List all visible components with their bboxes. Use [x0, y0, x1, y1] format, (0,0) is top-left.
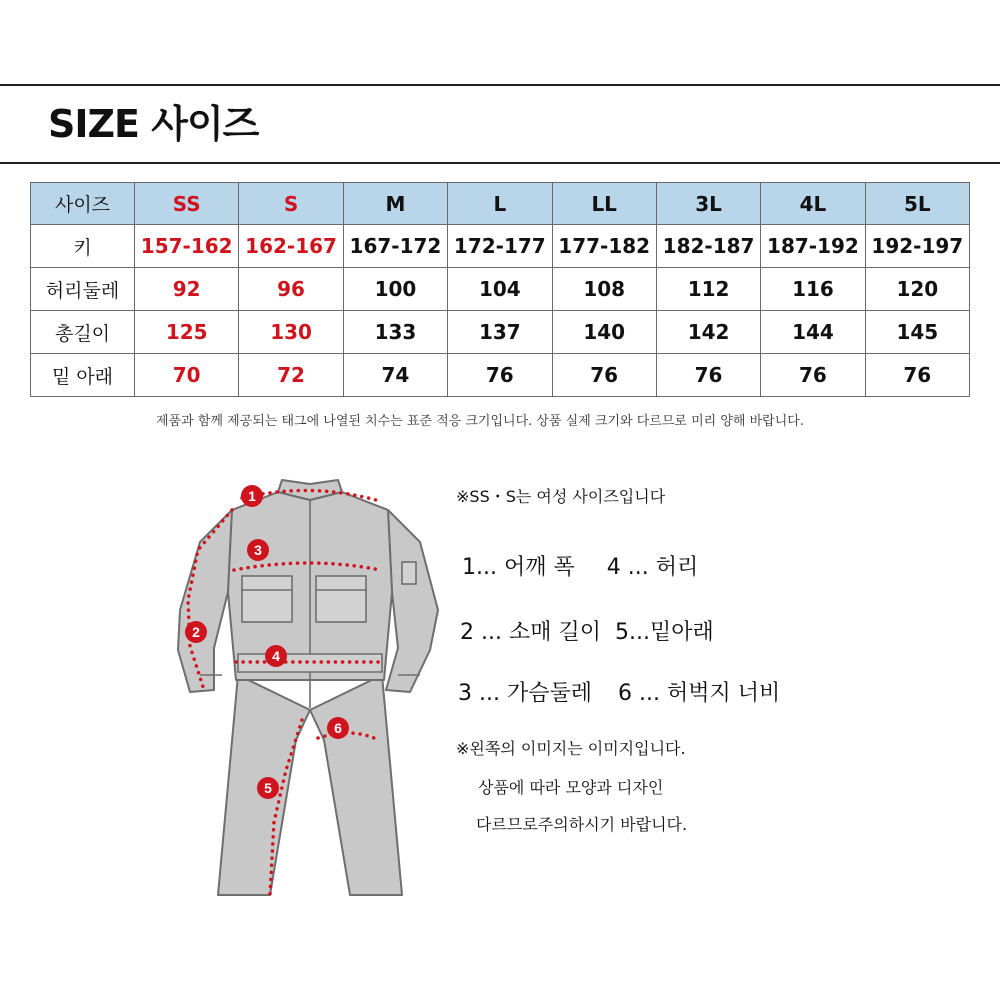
- size-header-s: S: [239, 183, 343, 225]
- table-cell: 76: [865, 354, 969, 397]
- svg-text:6: 6: [334, 720, 342, 736]
- table-cell: 116: [761, 268, 865, 311]
- table-cell: 137: [448, 311, 552, 354]
- image-notice-line-1: ※왼쪽의 이미지는 이미지입니다.: [456, 739, 686, 758]
- table-cell: 133: [343, 311, 447, 354]
- table-cell: 142: [656, 311, 760, 354]
- table-cell: 76: [761, 354, 865, 397]
- right-leg: [310, 675, 402, 895]
- header-label-cell: 사이즈: [31, 183, 135, 225]
- size-header-ll: LL: [552, 183, 656, 225]
- table-cell: 74: [343, 354, 447, 397]
- legend-row-2: [460, 615, 714, 646]
- size-header-l: L: [448, 183, 552, 225]
- marker-3: [247, 539, 269, 561]
- coverall-illustration: [170, 470, 450, 910]
- table-cell: 120: [865, 268, 969, 311]
- table-cell: 172-177: [448, 225, 552, 268]
- legend-waist: 4 ... 허리: [606, 555, 699, 580]
- coverall-garment: [178, 480, 438, 895]
- table-cell: 192-197: [865, 225, 969, 268]
- size-chart-table: [30, 182, 970, 397]
- table-row: [31, 268, 970, 311]
- table-cell: 76: [656, 354, 760, 397]
- table-cell: 72: [239, 354, 343, 397]
- legend-chest: 3 ... 가슴둘레: [458, 681, 592, 706]
- table-header-row: [31, 183, 970, 225]
- table-row: [31, 354, 970, 397]
- table-cell: 157-162: [135, 225, 239, 268]
- size-header-5l: 5L: [865, 183, 969, 225]
- table-cell: 140: [552, 311, 656, 354]
- svg-text:5: 5: [264, 780, 272, 796]
- image-notice-line-3: 다르므로주의하시기 바랍니다.: [476, 815, 688, 834]
- chest-pocket-right: [316, 576, 366, 622]
- chest-pocket-left: [242, 576, 292, 622]
- marker-1: [241, 485, 263, 507]
- legend-row-1: [462, 550, 698, 581]
- size-disclaimer-note: 제품과 함께 제공되는 태그에 나열된 치수는 표준 적응 크기입니다. 상품 실제 크기와 다르므로 미리 양해 바랍니다.: [156, 414, 804, 429]
- svg-text:3: 3: [254, 542, 262, 558]
- table-cell: 108: [552, 268, 656, 311]
- left-sleeve: [178, 510, 232, 692]
- table-cell: 182-187: [656, 225, 760, 268]
- table-row: [31, 225, 970, 268]
- table-cell: 92: [135, 268, 239, 311]
- legend-sleeve: 2 ... 소매 길이: [460, 620, 601, 645]
- marker-2: [185, 621, 207, 643]
- women-size-note: ※SS・S는 여성 사이즈입니다: [456, 487, 666, 506]
- table-cell: 145: [865, 311, 969, 354]
- size-header-3l: 3L: [656, 183, 760, 225]
- row-label-height: 키: [31, 225, 135, 268]
- page-title: SIZE 사이즈: [48, 102, 259, 146]
- table-cell: 177-182: [552, 225, 656, 268]
- table-cell: 167-172: [343, 225, 447, 268]
- marker-4: [265, 645, 287, 667]
- row-label-total-length: 총길이: [31, 311, 135, 354]
- table-cell: 76: [448, 354, 552, 397]
- svg-text:2: 2: [192, 624, 200, 640]
- size-header-ss: SS: [135, 183, 239, 225]
- table-cell: 162-167: [239, 225, 343, 268]
- svg-text:4: 4: [272, 648, 280, 664]
- legend-inseam: 5...밑아래: [614, 620, 714, 645]
- legend-row-3: [458, 676, 780, 707]
- top-rule: [0, 84, 1000, 86]
- marker-6: [327, 717, 349, 739]
- size-header-4l: 4L: [761, 183, 865, 225]
- svg-text:1: 1: [248, 488, 256, 504]
- legend-thigh: 6 ... 허벅지 너비: [617, 681, 781, 706]
- table-cell: 76: [552, 354, 656, 397]
- marker-5: [257, 777, 279, 799]
- right-sleeve: [386, 510, 438, 692]
- image-notice-line-2: 상품에 따라 모양과 디자인: [478, 778, 664, 797]
- legend-shoulder: 1... 어깨 폭: [462, 555, 575, 580]
- bottom-rule: [0, 162, 1000, 164]
- table-row: [31, 311, 970, 354]
- table-cell: 112: [656, 268, 760, 311]
- table-cell: 100: [343, 268, 447, 311]
- table-cell: 144: [761, 311, 865, 354]
- table-cell: 70: [135, 354, 239, 397]
- table-cell: 96: [239, 268, 343, 311]
- table-cell: 130: [239, 311, 343, 354]
- row-label-inseam: 밑 아래: [31, 354, 135, 397]
- row-label-waist: 허리둘레: [31, 268, 135, 311]
- table-cell: 104: [448, 268, 552, 311]
- size-header-m: M: [343, 183, 447, 225]
- table-cell: 187-192: [761, 225, 865, 268]
- table-cell: 125: [135, 311, 239, 354]
